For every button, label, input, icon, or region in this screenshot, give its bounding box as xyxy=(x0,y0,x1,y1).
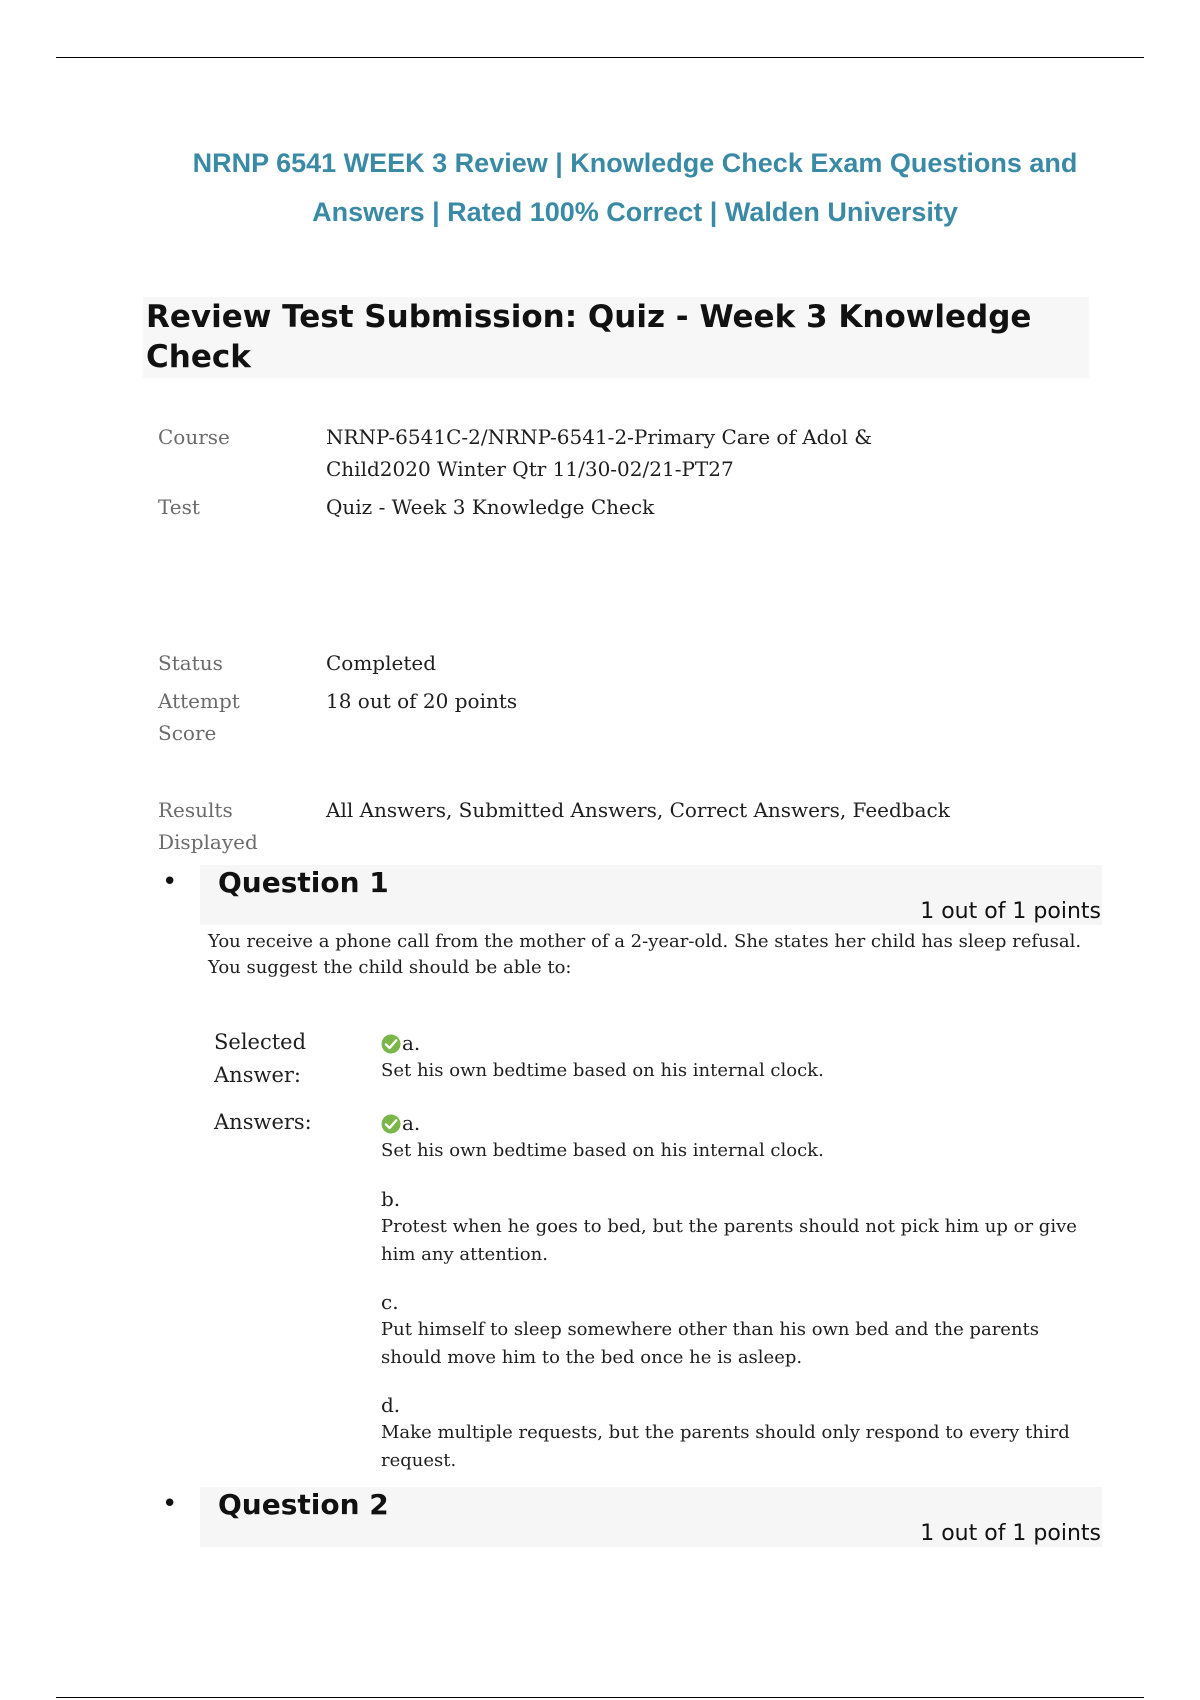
document-title-line-1: NRNP 6541 WEEK 3 Review | Knowledge Check Exam Questions and xyxy=(192,148,1078,178)
selected-answer-letter-row xyxy=(381,1029,1101,1057)
answer-option-a-text: Set his own bedtime based on his internal clock. xyxy=(381,1140,824,1161)
results-label-line-2: Displayed xyxy=(158,830,258,854)
question-1-text-line-2: You suggest the child should be able to: xyxy=(208,957,572,978)
bottom-rule xyxy=(56,1697,1144,1698)
question-2-points: 1 out of 1 points xyxy=(920,1521,1101,1546)
question-1-bullet: • xyxy=(162,867,178,897)
course-label: Course xyxy=(158,425,230,449)
review-heading-block xyxy=(143,297,1089,378)
status-label: Status xyxy=(158,651,223,675)
question-2-title: Question 2 xyxy=(218,1488,389,1521)
answer-option-c xyxy=(381,1288,1101,1372)
question-1-header xyxy=(200,865,1102,925)
answer-option-a xyxy=(381,1109,1101,1165)
document-title xyxy=(140,139,1130,237)
answer-option-c-letter: c. xyxy=(381,1290,399,1314)
attempt-score-label xyxy=(158,685,308,749)
review-heading-line-2: Check xyxy=(146,339,251,375)
question-2-bullet: • xyxy=(162,1489,178,1519)
course-value xyxy=(326,421,1026,485)
answer-option-b-text-line-1: Protest when he goes to bed, but the parents should not pick him up or give xyxy=(381,1216,1077,1237)
answer-option-d-text-line-2: request. xyxy=(381,1450,457,1471)
test-value: Quiz - Week 3 Knowledge Check xyxy=(326,495,655,519)
answer-option-d-letter: d. xyxy=(381,1393,401,1417)
question-1-points: 1 out of 1 points xyxy=(920,899,1101,924)
attempt-score-value: 18 out of 20 points xyxy=(326,689,518,713)
results-label-line-1: Results xyxy=(158,798,233,822)
selected-answer xyxy=(381,1029,1101,1085)
question-2-header xyxy=(200,1487,1102,1547)
results-displayed-label xyxy=(158,794,308,858)
document-title-line-2: Answers | Rated 100% Correct | Walden University xyxy=(312,197,958,227)
results-displayed-value: All Answers, Submitted Answers, Correct Answers, Feedback xyxy=(326,798,950,822)
review-heading-line-1: Review Test Submission: Quiz - Week 3 Knowledge xyxy=(146,299,1032,335)
answer-option-c-text-line-1: Put himself to sleep somewhere other than his own bed and the parents xyxy=(381,1319,1040,1340)
attempt-label-line-1: Attempt xyxy=(158,689,240,713)
green-check-icon xyxy=(381,1113,401,1133)
attempt-label-line-2: Score xyxy=(158,721,217,745)
answer-option-a-letter-row xyxy=(381,1109,1101,1137)
course-value-line-2: Child2020 Winter Qtr 11/30-02/21-PT27 xyxy=(326,457,734,481)
question-1-text xyxy=(208,929,1108,981)
answers-label: Answers: xyxy=(214,1110,312,1134)
selected-label-line-2: Answer: xyxy=(214,1063,301,1087)
test-label: Test xyxy=(158,495,200,519)
answer-option-b-text xyxy=(381,1213,1101,1269)
selected-label-line-1: Selected xyxy=(214,1030,307,1054)
review-heading xyxy=(143,297,1089,377)
selected-answer-letter: a. xyxy=(402,1031,421,1055)
answer-option-b-text-line-2: him any attention. xyxy=(381,1244,548,1265)
answer-option-b-letter: b. xyxy=(381,1187,401,1211)
course-value-line-1: NRNP-6541C-2/NRNP-6541-2-Primary Care of Adol & xyxy=(326,425,873,449)
question-1-text-line-1: You receive a phone call from the mother of a 2-year-old. She states her child has sleep refusal. xyxy=(208,931,1082,952)
selected-answer-text: Set his own bedtime based on his internal clock. xyxy=(381,1060,824,1081)
question-1-title: Question 1 xyxy=(218,866,389,899)
answer-option-c-text-line-2: should move him to the bed once he is asleep. xyxy=(381,1347,803,1368)
answer-option-d-text xyxy=(381,1419,1101,1475)
answer-option-b xyxy=(381,1185,1101,1269)
green-check-icon xyxy=(381,1033,401,1053)
answer-option-d xyxy=(381,1391,1101,1475)
answer-option-d-text-line-1: Make multiple requests, but the parents should only respond to every third xyxy=(381,1422,1070,1443)
answer-option-a-letter: a. xyxy=(402,1111,421,1135)
status-value: Completed xyxy=(326,651,437,675)
top-rule xyxy=(56,57,1144,58)
answer-option-c-text xyxy=(381,1316,1101,1372)
selected-answer-label xyxy=(214,1026,354,1092)
